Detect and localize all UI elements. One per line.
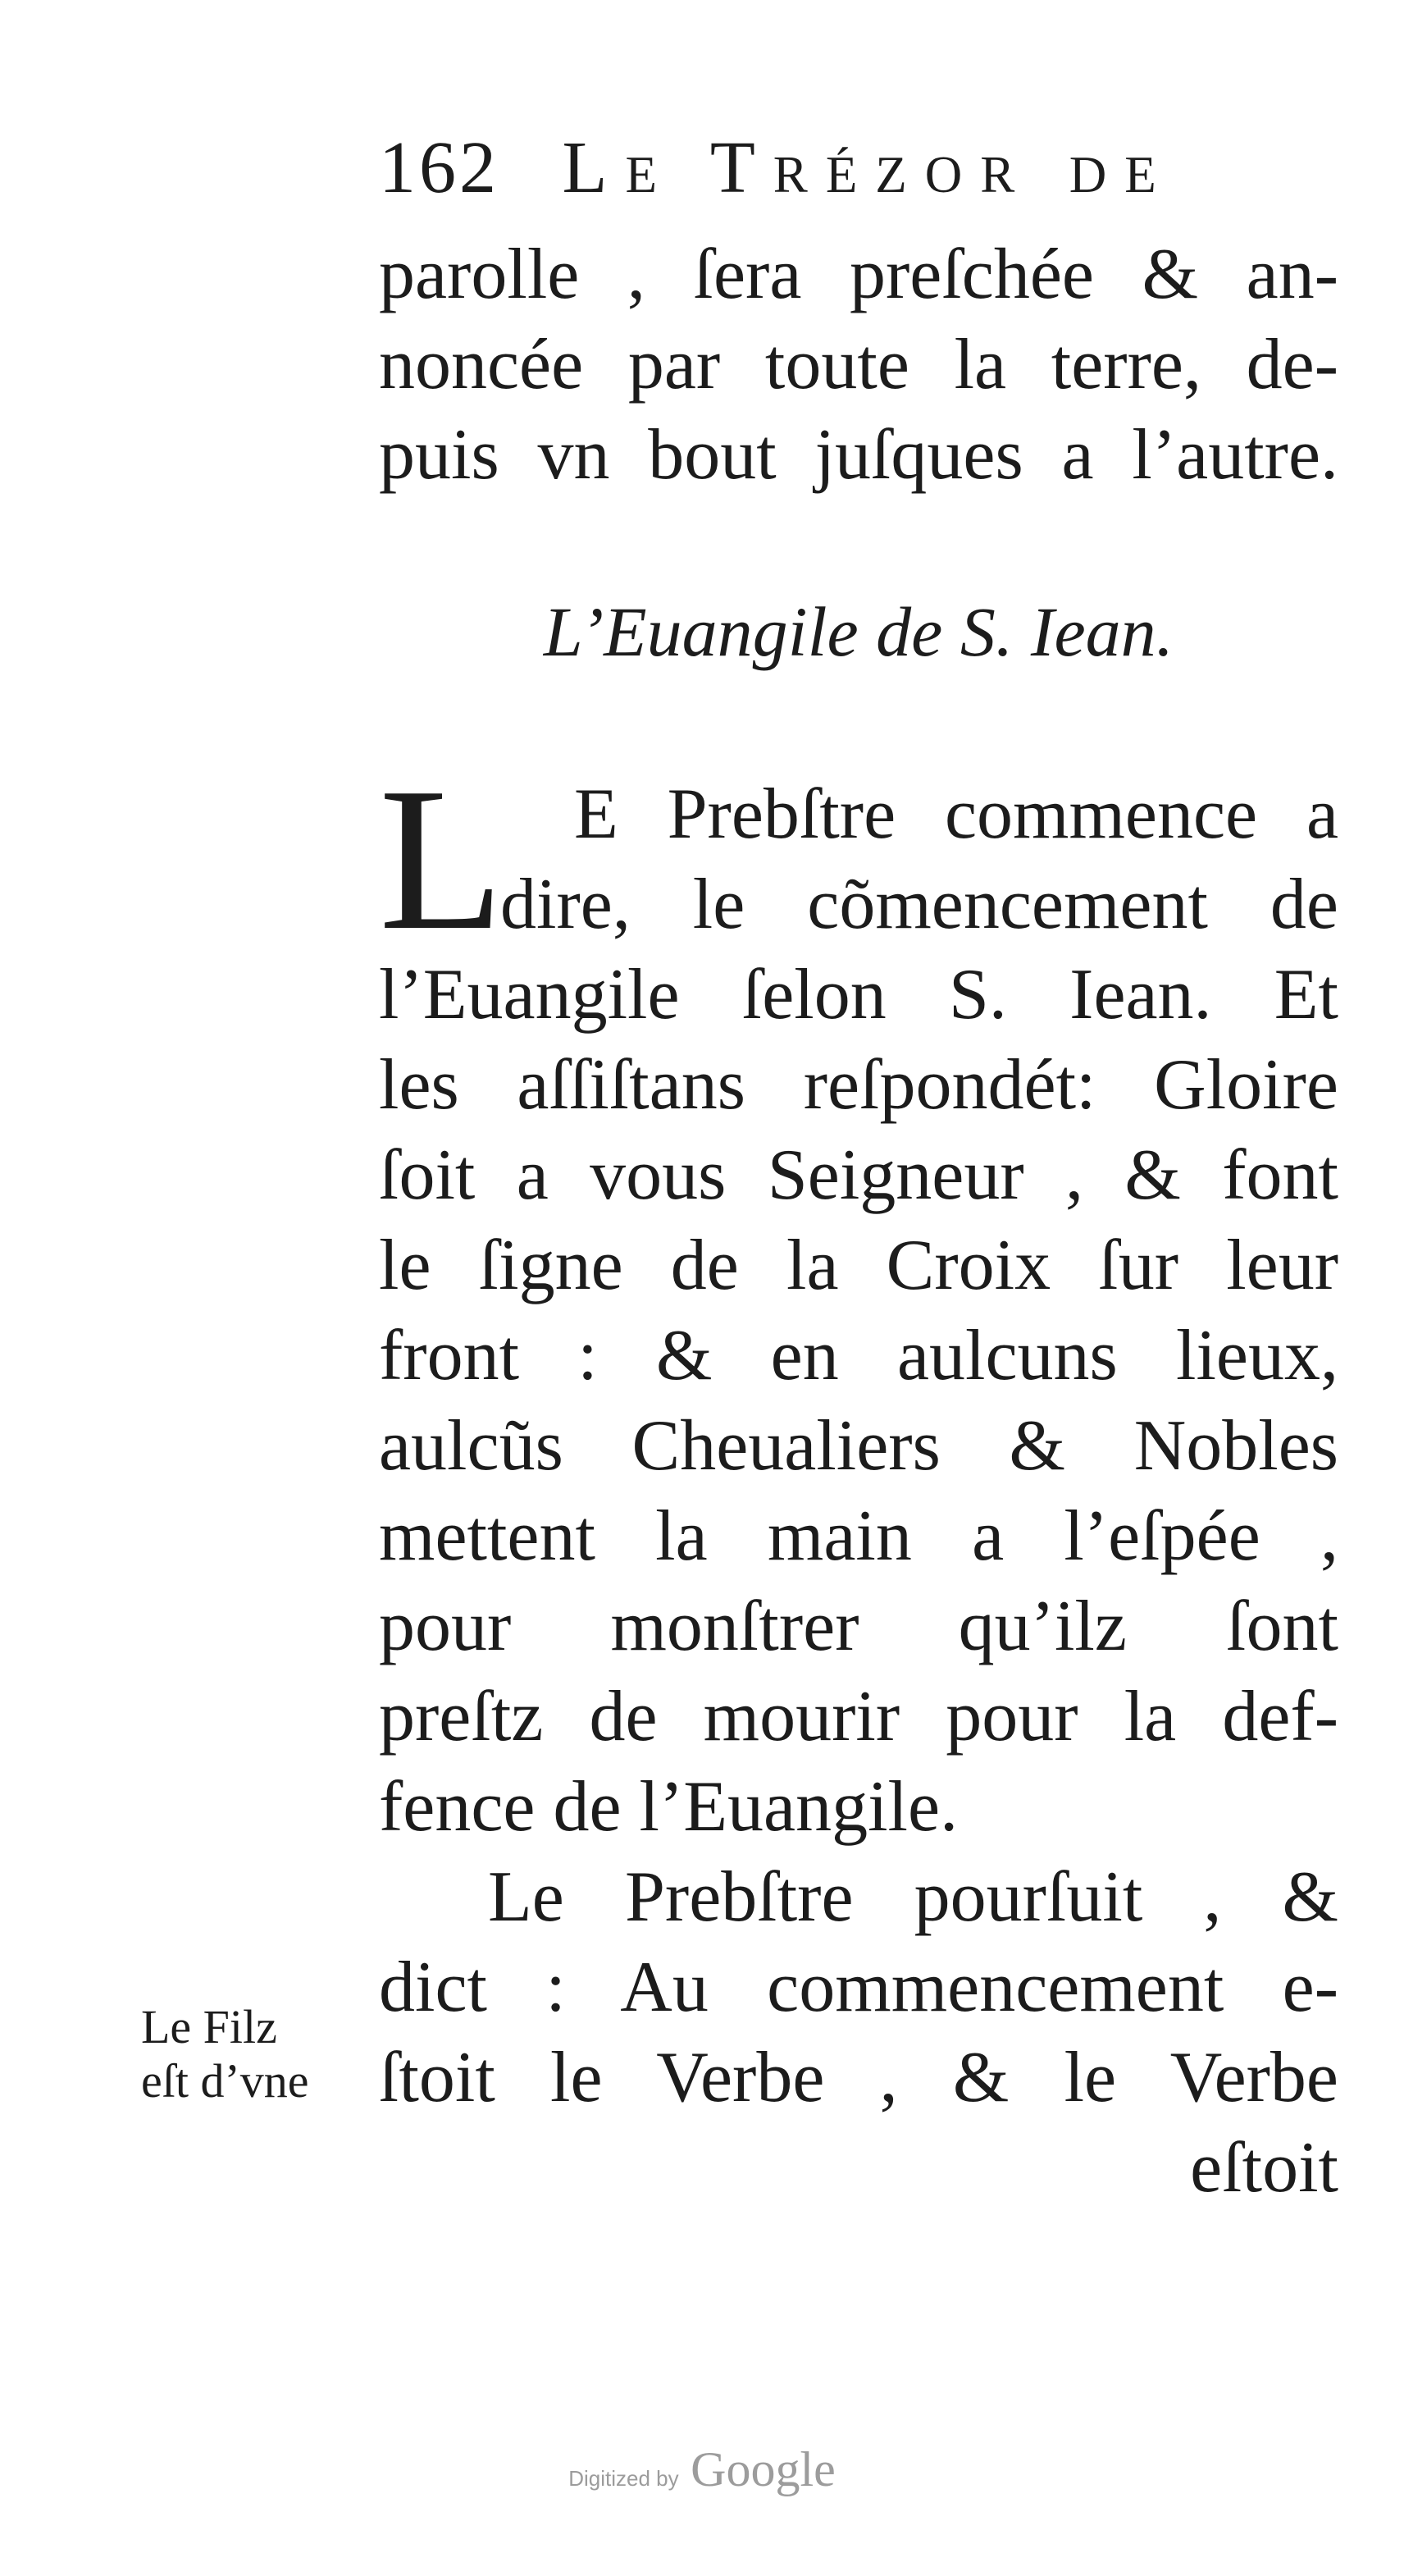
running-title: Le Trézor de — [562, 127, 1174, 208]
digitization-watermark — [0, 2441, 1404, 2498]
text-line: aulcũs Cheualiers & Nobles — [379, 1406, 1338, 1486]
text-line: front : & en aulcuns lieux, — [379, 1316, 1338, 1395]
text-line: E Prebſtre commence a — [574, 774, 1338, 854]
catchword: eſtoit — [1190, 2128, 1338, 2208]
watermark-brand: Google — [691, 2442, 836, 2496]
page-number: 162 — [379, 127, 499, 208]
text-line: fence de l’Euangile. — [379, 1767, 959, 1847]
text-line: le ſigne de la Croix ſur leur — [379, 1226, 1338, 1305]
watermark-prefix: Digitized by — [568, 2466, 679, 2491]
margin-note — [141, 2000, 379, 2108]
text-line: dict : Au commencement e- — [379, 1948, 1338, 2027]
text-line: ſtoit le Verbe , & le Verbe — [379, 2038, 1338, 2117]
text-line: les aſſiſtans reſpondét: Gloire — [379, 1045, 1338, 1125]
margin-note-line: Le Filz — [141, 2000, 277, 2053]
text-line: parolle , ſera preſchée & an- — [379, 235, 1338, 314]
text-line: l’Euangile ſelon S. Iean. Et — [379, 955, 1338, 1035]
text-line: Le Prebſtre pourſuit , & — [488, 1857, 1338, 1937]
margin-note-line: eſt d’vne — [141, 2054, 309, 2108]
text-line: dire, le cõmencement de — [500, 865, 1338, 944]
text-line: ſoit a vous Seigneur , & font — [379, 1135, 1338, 1215]
text-line: pour monſtrer qu’ilz ſont — [379, 1587, 1338, 1666]
drop-cap-initial: L — [379, 746, 504, 973]
running-header — [379, 123, 1338, 213]
text-line: noncée par toute la terre, de- — [379, 325, 1338, 404]
text-line: puis vn bout juſques a l’autre. — [379, 415, 1338, 495]
text-line: preſtz de mourir pour la def- — [379, 1677, 1338, 1756]
text-line: mettent la main a l’eſpée , — [379, 1496, 1338, 1576]
section-heading: L’Euangile de S. Iean. — [543, 592, 1174, 671]
